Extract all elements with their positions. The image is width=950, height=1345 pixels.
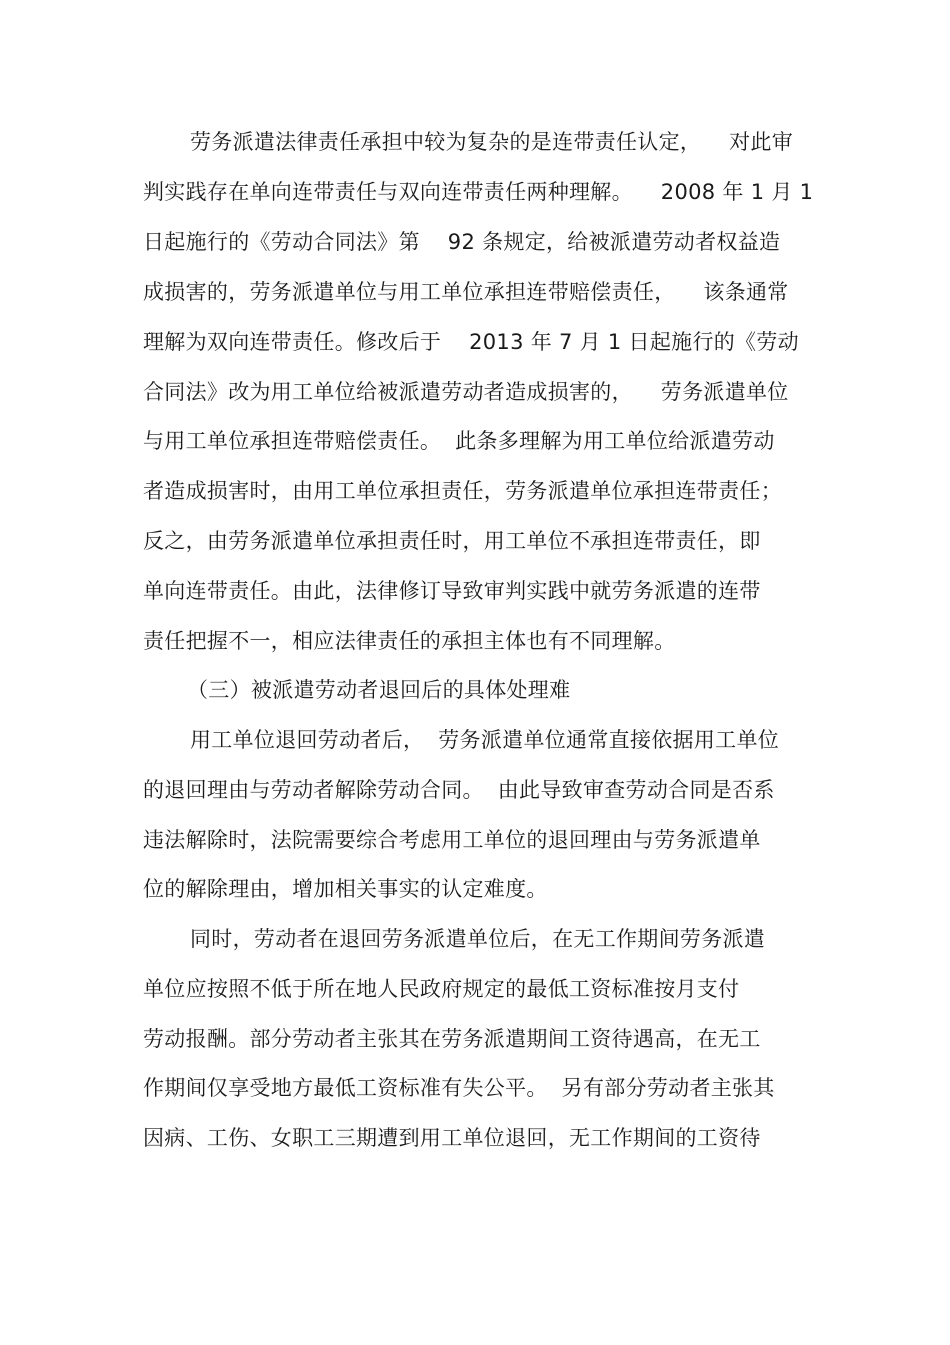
section-heading: （三）被派遣劳动者退回后的具体处理难 xyxy=(187,678,571,702)
paragraph-1-line-4: 成损害的，劳务派遣单位与用工单位承担连带赔偿责任， 该条通常 xyxy=(143,280,789,304)
paragraph-2-line-3: 违法解除时，法院需要综合考虑用工单位的退回理由与劳务派遣单 xyxy=(143,828,761,852)
paragraph-1-line-2: 判实践存在单向连带责任与双向连带责任两种理解。 2008 年 1 月 1 xyxy=(143,180,814,204)
paragraph-3-line-2: 单位应按照不低于所在地人民政府规定的最低工资标准按月支付 xyxy=(143,977,740,1001)
paragraph-2-line-4: 位的解除理由，增加相关事实的认定难度。 xyxy=(143,877,548,901)
paragraph-2-line-1: 用工单位退回劳动者后， 劳务派遣单位通常直接依据用工单位 xyxy=(190,728,780,752)
paragraph-1-line-7: 与用工单位承担连带赔偿责任。 此条多理解为用工单位给派遣劳动 xyxy=(143,429,775,453)
paragraph-1-line-10: 单向连带责任。由此，法律修订导致审判实践中就劳务派遣的连带 xyxy=(143,579,761,603)
paragraph-1-line-11: 责任把握不一，相应法律责任的承担主体也有不同理解。 xyxy=(143,629,676,653)
paragraph-1-line-9: 反之，由劳务派遣单位承担责任时，用工单位不承担连带责任，即 xyxy=(143,529,761,553)
paragraph-1-line-8: 者造成损害时，由用工单位承担责任，劳务派遣单位承担连带责任； xyxy=(143,479,782,503)
paragraph-1-line-5: 理解为双向连带责任。修改后于 2013 年 7 月 1 日起施行的《劳动 xyxy=(143,330,799,354)
paragraph-3-line-3: 劳动报酬。部分劳动者主张其在劳务派遣期间工资待遇高，在无工 xyxy=(143,1027,761,1051)
paragraph-1-line-1: 劳务派遣法律责任承担中较为复杂的是连带责任认定， 对此审 xyxy=(190,130,793,154)
paragraph-3-line-5: 因病、工伤、女职工三期遭到用工单位退回，无工作期间的工资待 xyxy=(143,1126,761,1150)
paragraph-1-line-3: 日起施行的《劳动合同法》第 92 条规定，给被派遣劳动者权益造 xyxy=(143,230,781,254)
paragraph-1-line-6: 合同法》改为用工单位给被派遣劳动者造成损害的， 劳务派遣单位 xyxy=(143,380,789,404)
paragraph-2-line-2: 的退回理由与劳动者解除劳动合同。 由此导致审查劳动合同是否系 xyxy=(143,778,775,802)
paragraph-3-line-4: 作期间仅享受地方最低工资标准有失公平。 另有部分劳动者主张其 xyxy=(143,1076,775,1100)
paragraph-3-line-1: 同时，劳动者在退回劳务派遣单位后，在无工作期间劳务派遣 xyxy=(190,927,766,951)
